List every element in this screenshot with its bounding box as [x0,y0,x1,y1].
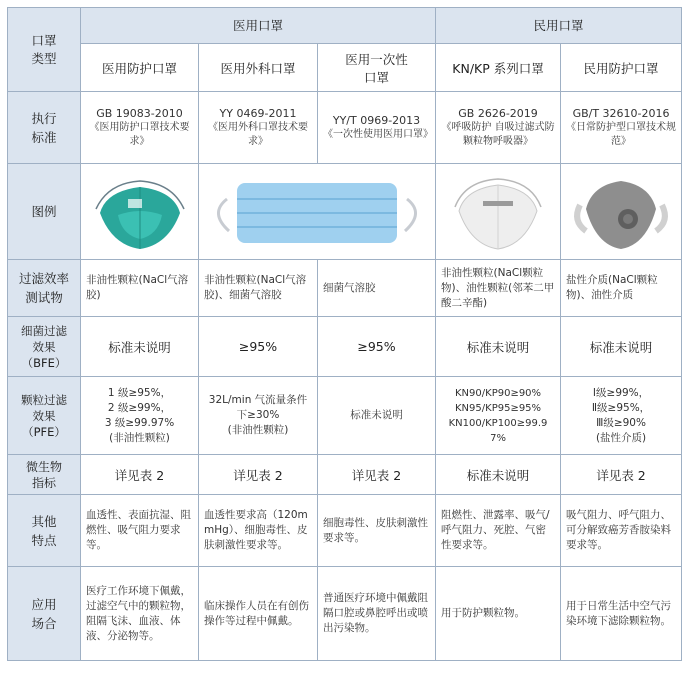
standard-c3 [318,92,436,164]
usage-c1: 医疗工作环境下佩戴，过滤空气中的颗粒物，阻隔飞沫、血液、体液、分泌物等。 [81,567,199,661]
other-c4: 阻燃性、泄露率、吸气/呼气阻力、死腔、气密性要求等。 [436,495,561,567]
standard-code: GB 2626-2019 [458,106,538,120]
standard-name: 《日常防护型口罩技术规范》 [566,121,677,147]
bfe-c2: ≥95% [199,317,318,377]
micro-c2: 详见表 2 [199,455,318,495]
corner-label: 口罩 类型 [8,8,81,92]
bfe-c5: 标准未说明 [561,317,682,377]
row-label-pfe: 颗粒过滤 效果 （PFE） [8,377,81,455]
usage-c3: 普通医疗环境中佩戴阻隔口腔或鼻腔呼出或喷出污染物。 [318,567,436,661]
standard-name: 《医用外科口罩技术要求》 [208,121,308,147]
bfe-c4: 标准未说明 [436,317,561,377]
civil-protective-mask-image [568,169,674,255]
standard-c2 [199,92,318,164]
pfe-c2: 32L/min 气流量条件下≥30% (非油性颗粒) [199,377,318,455]
other-c5: 吸气阻力、呼气阻力、可分解致癌芳香胺染料要求等。 [561,495,682,567]
other-c1: 血透性、表面抗湿、阻燃性、吸气阻力要求等。 [81,495,199,567]
group-civil: 民用口罩 [436,8,682,44]
other-c3: 细胞毒性、皮肤刺激性要求等。 [318,495,436,567]
filter-test-c5: 盐性介质(NaCl颗粒物)、油性介质 [561,260,682,317]
row-label-micro: 微生物 指标 [8,455,81,495]
standard-c1 [81,92,199,164]
col-medical-protective: 医用防护口罩 [81,44,199,92]
bfe-c1: 标准未说明 [81,317,199,377]
filter-test-c2: 非油性颗粒(NaCl气溶胶)、细菌气溶胶 [199,260,318,317]
standard-c5 [561,92,682,164]
row-usage [8,567,682,661]
header-row-groups [8,8,682,44]
row-label-standard: 执行 标准 [8,92,81,164]
row-image [8,164,682,260]
row-other [8,495,682,567]
row-label-bfe: 细菌过滤 效果 （BFE） [8,317,81,377]
row-label-other: 其他 特点 [8,495,81,567]
image-c5 [561,164,682,260]
standard-code: GB 19083-2010 [96,106,183,120]
mask-comparison-table [7,7,682,661]
filter-test-c3: 细菌气溶胶 [318,260,436,317]
image-c1 [81,164,199,260]
row-pfe [8,377,682,455]
header-row-types [8,44,682,92]
row-bfe [8,317,682,377]
micro-c1: 详见表 2 [81,455,199,495]
other-c2: 血透性要求高（120mmHg）、细胞毒性、皮肤刺激性要求等。 [199,495,318,567]
col-surgical: 医用外科口罩 [199,44,318,92]
usage-c2: 临床操作人员在有创伤操作等过程中佩戴。 [199,567,318,661]
micro-c4: 标准未说明 [436,455,561,495]
pfe-c5: Ⅰ级≥99%， Ⅱ级≥95%， Ⅲ级≥90% (盐性介质) [561,377,682,455]
pfe-c1: 1 级≥95%， 2 级≥99%， 3 级≥99.97% (非油性颗粒) [81,377,199,455]
col-disposable: 医用一次性 口罩 [318,44,436,92]
filter-test-c4: 非油性颗粒(NaCl颗粒物)、油性颗粒(邻苯二甲酸二辛酯) [436,260,561,317]
col-kn-kp: KN/KP 系列口罩 [436,44,561,92]
surgical-mask-image [207,169,427,255]
image-c4 [436,164,561,260]
usage-c4: 用于防护颗粒物。 [436,567,561,661]
row-label-image: 图例 [8,164,81,260]
row-standard [8,92,682,164]
n95-mask-image [88,169,192,255]
bfe-c3: ≥95% [318,317,436,377]
mask-comparison-table-wrap [7,7,682,661]
standard-name: 《呼吸防护 自吸过滤式防颗粒物呼吸器》 [441,121,555,147]
standard-name: 《一次性使用医用口罩》 [323,128,433,140]
col-civil-protective: 民用防护口罩 [561,44,682,92]
row-filter-test [8,260,682,317]
micro-c5: 详见表 2 [561,455,682,495]
image-c2-c3 [199,164,436,260]
standard-code: YY/T 0969-2013 [332,113,421,127]
pfe-c3: 标准未说明 [318,377,436,455]
standard-name: 《医用防护口罩技术要求》 [89,121,190,147]
standard-code: GB/T 32610-2016 [572,106,670,120]
row-label-usage: 应用 场合 [8,567,81,661]
row-label-filter-test: 过滤效率 测试物 [8,260,81,317]
standard-c4 [436,92,561,164]
row-micro [8,455,682,495]
usage-c5: 用于日常生活中空气污染环境下滤除颗粒物。 [561,567,682,661]
micro-c3: 详见表 2 [318,455,436,495]
kn95-mask-image [445,169,551,255]
standard-code: YY 0469-2011 [219,106,297,120]
pfe-c4: KN90/KP90≥90% KN95/KP95≥95% KN100/KP100≥99.97% [436,377,561,455]
group-medical: 医用口罩 [81,8,436,44]
filter-test-c1: 非油性颗粒(NaCl气溶胶) [81,260,199,317]
